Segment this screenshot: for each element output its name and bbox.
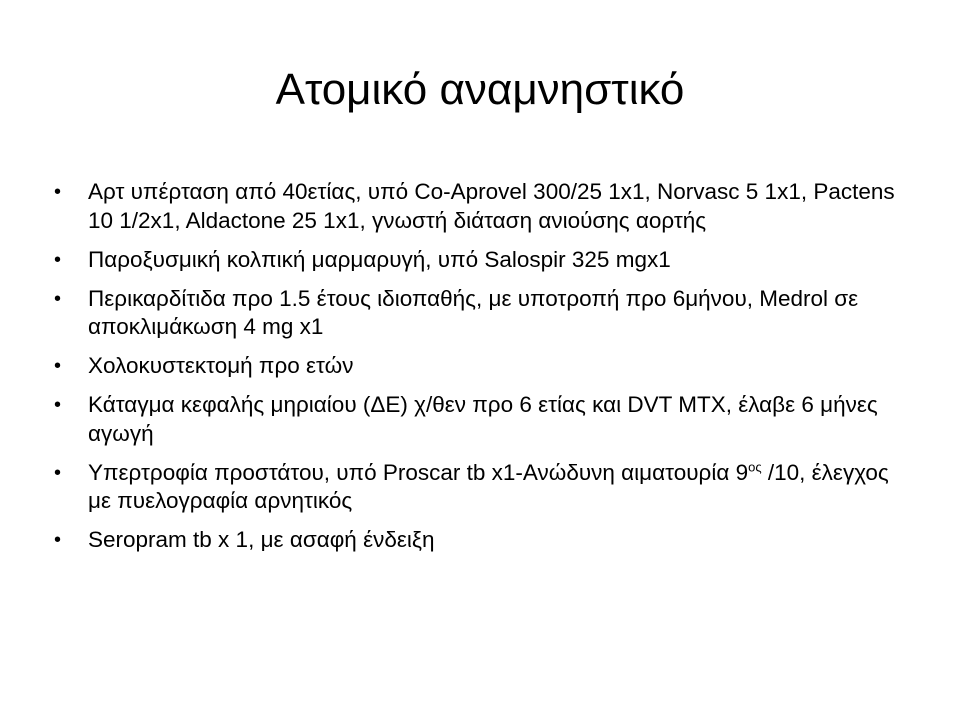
list-item-text-start: Υπερτροφία προστάτου, υπό Proscar tb x1-Ανώδυνη αιματουρία 9: [88, 459, 749, 485]
list-item-text: Αρτ υπέρταση από 40ετίας, υπό Co-Aprovel 300/25 1x1, Norvasc 5 1x1, Pactens 10 1/2x1, Aldactone 25 1x1, γνωστή διάταση ανιούσης αορτής: [88, 179, 895, 233]
slide-title: Ατομικό αναμνηστικό: [275, 65, 685, 114]
bullet-icon: •: [54, 248, 62, 271]
list-item: [54, 459, 914, 516]
list-item: [54, 352, 914, 381]
bullet-icon: •: [54, 394, 62, 416]
list-item-text: Seropram tb x 1, με ασαφή ένδειξη: [88, 527, 435, 552]
bullet-icon: •: [54, 461, 62, 484]
list-item-text: [88, 460, 889, 514]
list-item: [54, 178, 914, 235]
bullet-list: [54, 178, 914, 565]
list-item-text: Κάταγμα κεφαλής μηριαίου (ΔΕ) χ/θεν προ 6 ετίας και DVT ΜΤΧ, έλαβε 6 μήνες αγωγή: [88, 392, 878, 446]
list-item-text: Παροξυσμική κολπική μαρμαρυγή, υπό Salospir 325 mgx1: [88, 246, 671, 272]
bullet-icon: •: [54, 287, 62, 310]
list-item-text-end: /10, έλεγχος με πυελογραφία αρνητικός: [88, 459, 889, 513]
bullet-icon: •: [54, 355, 62, 377]
bullet-icon: •: [54, 181, 62, 203]
list-item: [54, 391, 914, 448]
list-item: [54, 246, 914, 275]
superscript: ος: [748, 459, 762, 474]
list-item: [54, 526, 914, 555]
list-item: [54, 285, 914, 342]
bullet-icon: •: [54, 529, 62, 551]
list-item-text: Περικαρδίτιδα προ 1.5 έτους ιδιοπαθής, με υποτροπή προ 6μήνου, Medrol σε αποκλιμάκωση 4 mg x1: [88, 285, 859, 339]
list-item-text: Χολοκυστεκτομή προ ετών: [88, 353, 354, 378]
